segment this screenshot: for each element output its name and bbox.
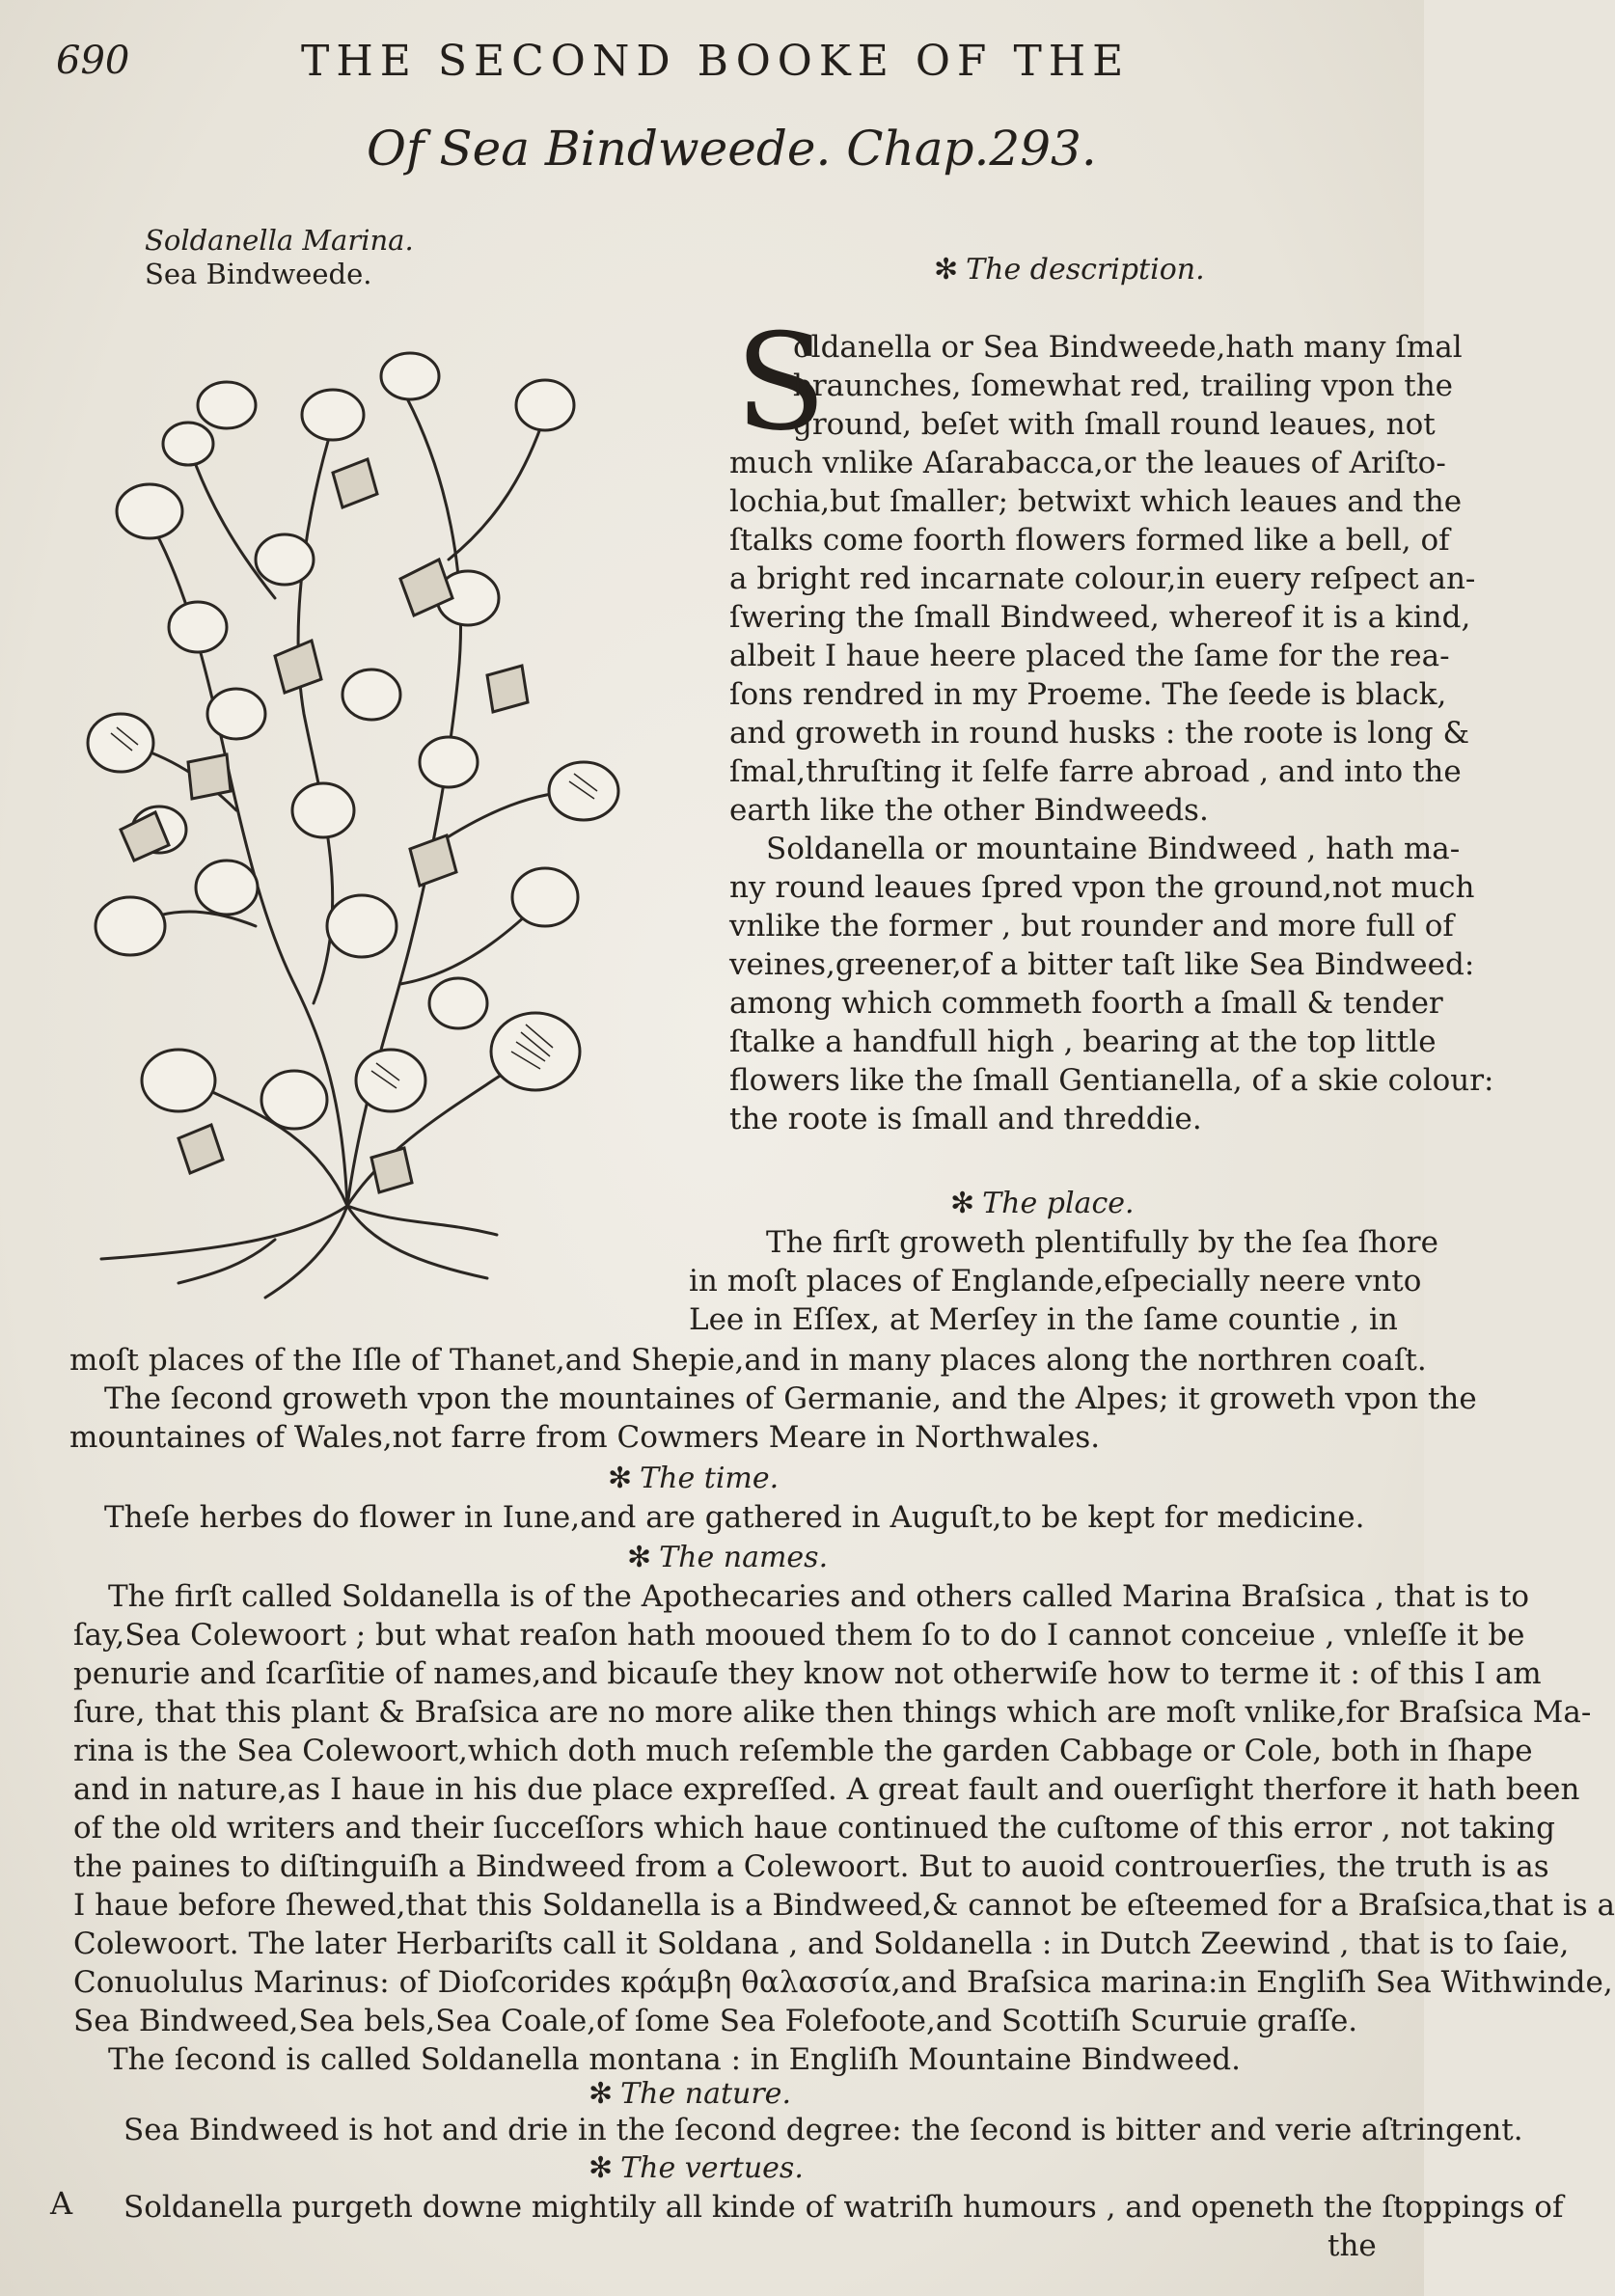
text-line: ny round leaues ſpred vpon the ground,not much: [729, 870, 1475, 905]
text-line: Colewoort. The later Herbariſts call it Soldana , and Soldanella : in Dutch Zeewind , that is to ſaie,: [73, 1927, 1570, 1961]
text-line: ſtalks come foorth flowers formed like a bell, of: [729, 523, 1450, 558]
section-heading-nature: ✻ The nature.: [589, 2077, 791, 2111]
ornament-icon: ✻: [934, 253, 959, 287]
text-line: oldanella or Sea Bindweede,hath many ſmal: [793, 330, 1463, 365]
ornament-icon: ✻: [608, 1462, 633, 1495]
text-line: and in nature,as I haue in his due place expreſſed. A great fault and ouerſight therfore it hath been: [73, 1772, 1580, 1807]
text-line: and groweth in round husks : the roote is long &: [729, 716, 1470, 751]
text-line: I haue before ſhewed,that this Soldanella is a Bindweed,& cannot be eſteemed for a Braſsica,that is a: [73, 1888, 1615, 1923]
figure-caption-latin: Soldanella Marina.: [145, 224, 414, 257]
text-line: Lee in Eſſex, at Merſey in the ſame countie , in: [689, 1302, 1398, 1337]
section-heading-place: ✻ The place.: [950, 1187, 1135, 1220]
text-line: flowers like the ſmall Gentianella, of a skie colour:: [729, 1063, 1494, 1098]
text-line: ground, beſet with ſmall round leaues, not: [793, 407, 1436, 442]
text-line: lochia,but ſmaller; betwixt which leaues and the: [729, 484, 1463, 519]
text-line: The firſt called Soldanella is of the Apothecaries and others called Marina Braſsica , that is to: [108, 1579, 1530, 1614]
ornament-icon: ✻: [589, 2077, 614, 2111]
running-title: THE SECOND BOOKE OF THE: [301, 37, 1131, 86]
figure-caption-english: Sea Bindweede.: [145, 258, 372, 290]
text-line: penurie and ſcarſitie of names,and bicauſe they know not otherwiſe how to terme it : of this I am: [73, 1656, 1542, 1691]
text-line: the roote is ſmall and threddie.: [729, 1102, 1202, 1136]
text-line: albeit I haue heere placed the ſame for the rea-: [729, 639, 1450, 673]
text-line: The firſt groweth plentifully by the ſea ſhore: [766, 1225, 1438, 1260]
text-line: Soldanella purgeth downe mightily all kinde of watriſh humours , and openeth the ſtoppings of: [123, 2190, 1564, 2225]
text-line: a bright red incarnate colour,in euery reſpect an-: [729, 561, 1476, 596]
margin-letter: A: [50, 2185, 73, 2222]
ornament-icon: ✻: [589, 2151, 614, 2185]
text-line: ſons rendred in my Proeme. The ſeede is black,: [729, 677, 1447, 712]
text-line: braunches, ſomewhat red, trailing vpon the: [793, 369, 1454, 403]
section-heading-time: ✻ The time.: [608, 1462, 780, 1495]
text-line: ſtalke a handfull high , bearing at the top little: [729, 1025, 1437, 1059]
text-line: The ſecond groweth vpon the mountaines of Germanie, and the Alpes; it groweth vpon the: [104, 1381, 1477, 1416]
text-line: of the old writers and their ſucceſſors which haue continued the cuſtome of this error , not taking: [73, 1811, 1555, 1845]
text-line: The ſecond is called Soldanella montana : in Engliſh Mountaine Bindweed.: [108, 2042, 1242, 2077]
text-line: rina is the Sea Colewoort,which doth much reſemble the garden Cabbage or Cole, both in ſhape: [73, 1734, 1533, 1768]
text-line: Sea Bindweed is hot and drie in the ſecond degree: the ſecond is bitter and verie aſtringent.: [123, 2113, 1523, 2147]
text-line: much vnlike Aſarabacca,or the leaues of Ariſto-: [729, 446, 1446, 480]
text-line: Theſe herbes do flower in Iune,and are gathered in Auguſt,to be kept for medicine.: [104, 1500, 1365, 1535]
text-line: earth like the other Bindweeds.: [729, 793, 1209, 828]
section-heading-names: ✻ The names.: [627, 1541, 829, 1574]
catchword: the: [1328, 2228, 1377, 2263]
text-line: Conuolulus Marinus: of Dioſcorides κράμβη θαλασσία,and Braſsica marina:in Engliſh Sea Withwinde,: [73, 1965, 1613, 2000]
text-line: ſure, that this plant & Braſsica are no more alike then things which are moſt vnlike,for Braſsica Ma-: [73, 1695, 1592, 1730]
text-line: ſwering the ſmall Bindweed, whereof it is a kind,: [729, 600, 1471, 635]
section-heading-vertues: ✻ The vertues.: [589, 2151, 804, 2185]
ornament-icon: ✻: [950, 1187, 975, 1220]
page-number: 690: [56, 39, 130, 83]
text-line: veines,greener,of a bitter taſt like Sea Bindweed:: [729, 947, 1475, 982]
text-line: among which commeth foorth a ſmall & tender: [729, 986, 1443, 1021]
text-line: vnlike the former , but rounder and more full of: [729, 909, 1454, 943]
chapter-title: Of Sea Bindweede. Chap.293.: [367, 121, 1097, 177]
ornament-icon: ✻: [627, 1541, 652, 1574]
section-heading-description: ✻ The description.: [934, 253, 1205, 287]
drop-capital: S: [735, 305, 827, 460]
sea-bindweed-woodcut: [82, 309, 632, 1302]
text-line: Sea Bindweed,Sea bels,Sea Coale,of ſome Sea Folefoote,and Scottiſh Scuruie graſſe.: [73, 2004, 1358, 2038]
text-line: ſmal,thruſting it ſelfe farre abroad , and into the: [729, 754, 1462, 789]
text-line: ſay,Sea Colewoort ; but what reaſon hath mooued them ſo to do I cannot conceiue , vnleſſe it be: [73, 1618, 1525, 1653]
text-line: the paines to diſtinguiſh a Bindweed from a Colewoort. But to auoid controuerſies, the truth is as: [73, 1849, 1549, 1884]
text-line: Soldanella or mountaine Bindweed , hath ma-: [766, 832, 1461, 866]
text-line: in moſt places of Englande,eſpecially neere vnto: [689, 1264, 1422, 1298]
text-line: moſt places of the Iſle of Thanet,and Shepie,and in many places along the northren coaſt.: [69, 1343, 1427, 1378]
text-line: mountaines of Wales,not farre from Cowmers Meare in Northwales.: [69, 1420, 1101, 1455]
